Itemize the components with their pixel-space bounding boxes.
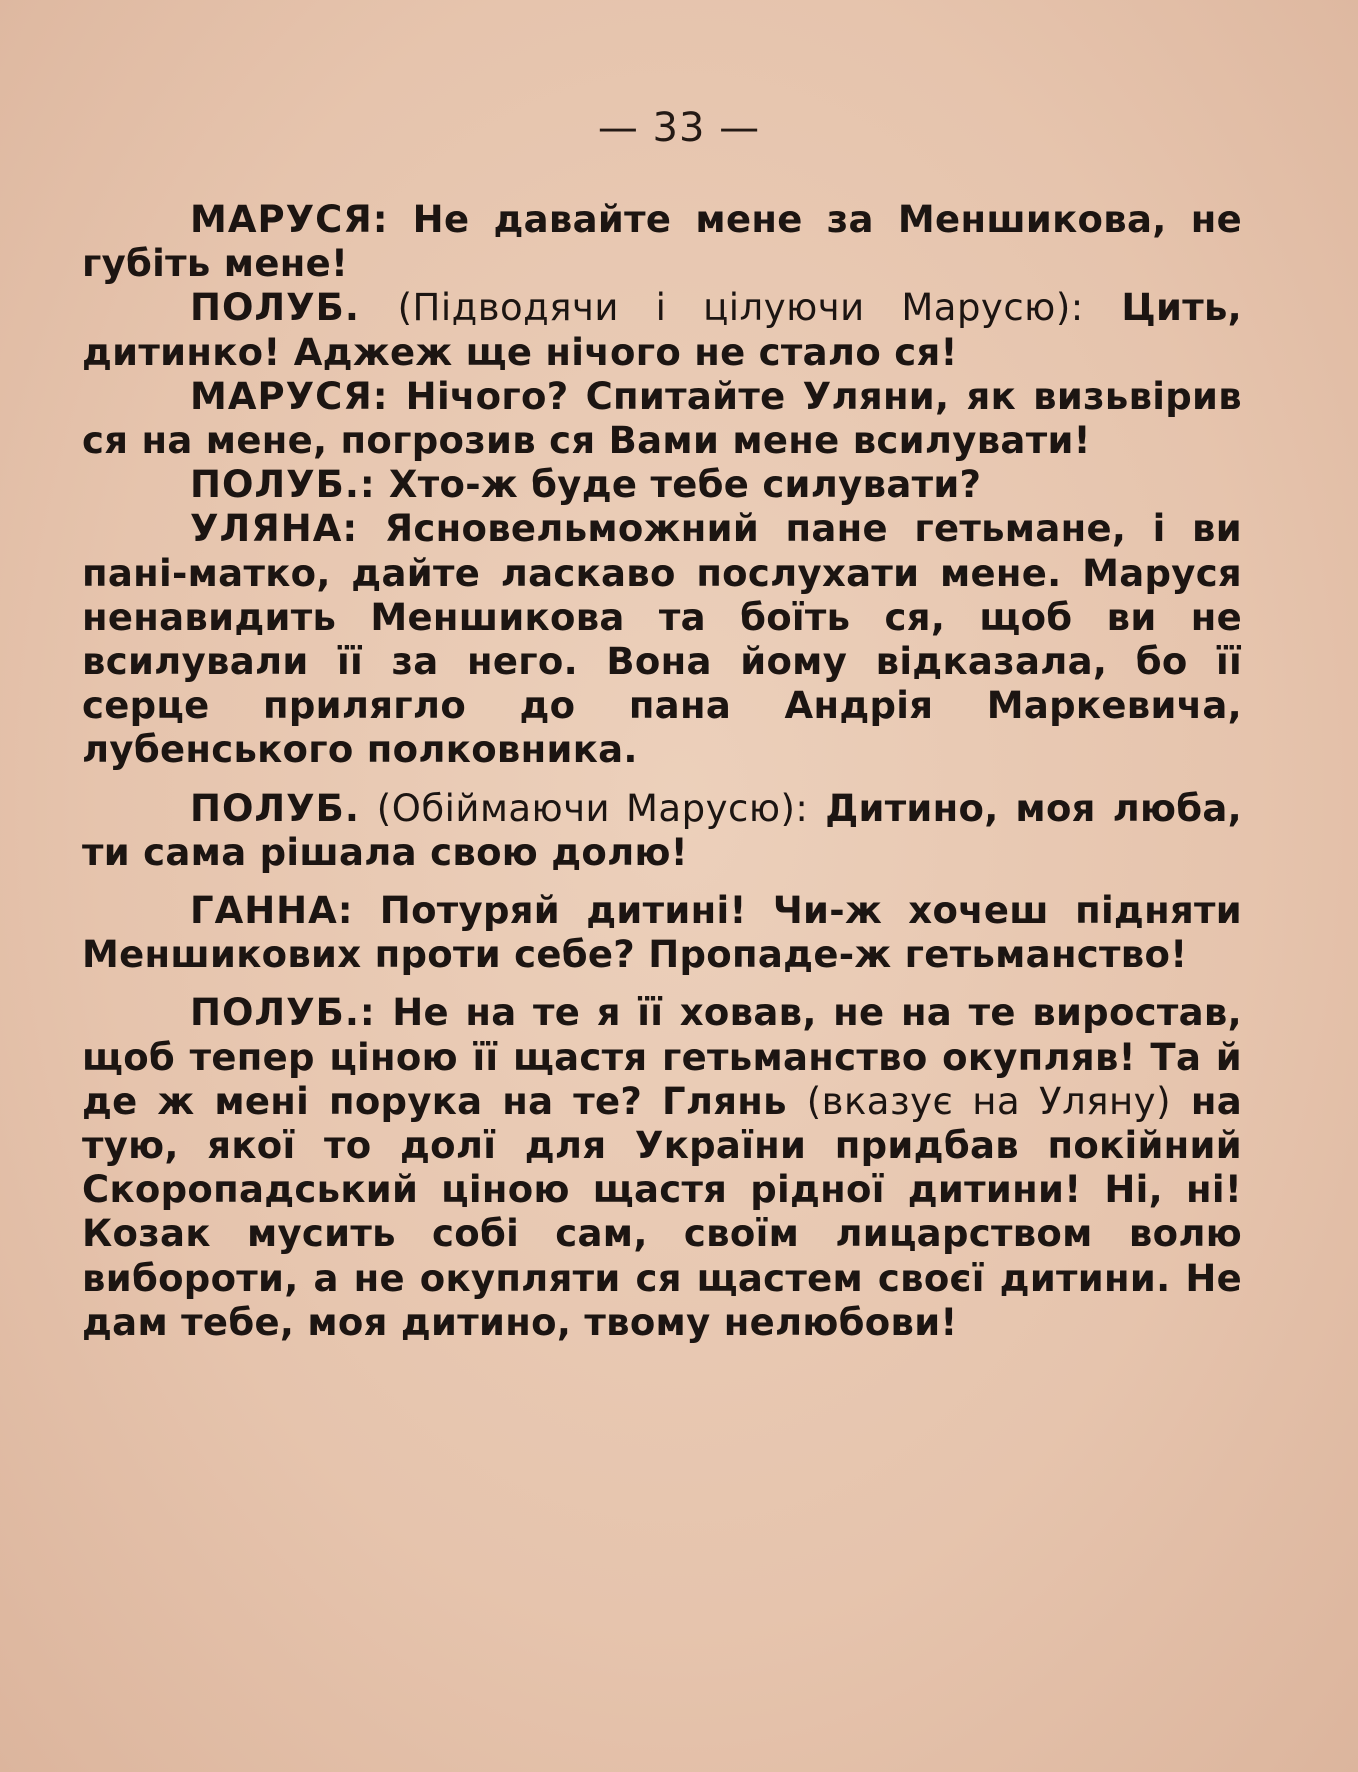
dialogue-text: на тую, якої то долї для України придбав покійний Скоропадський ціною щастя рідної дитини! Ні, ні! Козак мусить собі сам, своїм лицарством волю виборoти, а не окупляти ся щастем своєї дитини. Не дам тебе, моя дитино, твому нелюбови! [82,1079,1242,1344]
play-text [82,198,1242,1345]
dialogue-paragraph [82,463,1242,507]
speaker-name: УЛЯНА: [190,507,359,551]
dialogue-paragraph [82,889,1242,977]
stage-direction: (вказує на Уляну) [806,1079,1172,1123]
dialogue-text: Ясновельможний пане гетьмане, і ви пані-матко, дайте ласкаво послухати мене. Маруся ненавидить Меншикова та боїть ся, щоб ви не всилували її за него. Вона йому відказала, бо її серце прилягло до пана Андрія Маркевича, лубенського полковника. [82,507,1242,772]
stage-direction: (Обіймаючи Марусю): [376,786,809,830]
dialogue-paragraph [82,198,1242,286]
speaker-name: ПОЛУБ. [190,286,360,330]
speaker-name: ГАННА: [190,889,354,933]
dialogue-text [360,787,377,830]
dialogue-text: Не давайте мене за Меншикова, не губіть мене! [82,198,1242,286]
dialogue-text: Хто-ж буде тебе силувати? [375,463,982,507]
page-number: — 33 — [597,105,761,151]
speaker-name: ПОЛУБ. [190,786,360,830]
dialogue-text: Потуряй дитині! Чи-ж хочеш підняти Меншикових проти себе? Пропаде-ж гетьманство! [82,889,1242,977]
speaker-name: ПОЛУБ.: [190,991,376,1035]
speaker-name: ПОЛУБ.: [190,463,376,507]
stage-direction: (Підводячи і цілуючи Марусю): [397,286,1084,330]
speaker-name: МАРУСЯ: [190,374,389,418]
dialogue-text: Не на те я її ховав, не на те виростав, щоб тепер ціною її щастя гетьманство окупляв! Та й де ж мені порука на те? Глянь [82,991,1242,1123]
dialogue-paragraph [82,286,1242,374]
dialogue-paragraph [82,507,1242,772]
speaker-name: МАРУСЯ: [190,198,389,241]
dialogue-paragraph [82,375,1242,463]
dialogue-paragraph [82,787,1242,875]
dialogue-text [360,286,398,329]
dialogue-text: Дитино, моя люба, ти сама рішала свою долю! [82,786,1242,874]
dialogue-text: Нічого? Спитайте Уляни, як визьвірив ся на мене, погрозив ся Вами мене всилувати! [82,374,1242,463]
dialogue-paragraph [82,991,1242,1345]
dialogue-text: Цить, дитинко! Аджеж ще нічого не стало ся! [82,286,1242,374]
